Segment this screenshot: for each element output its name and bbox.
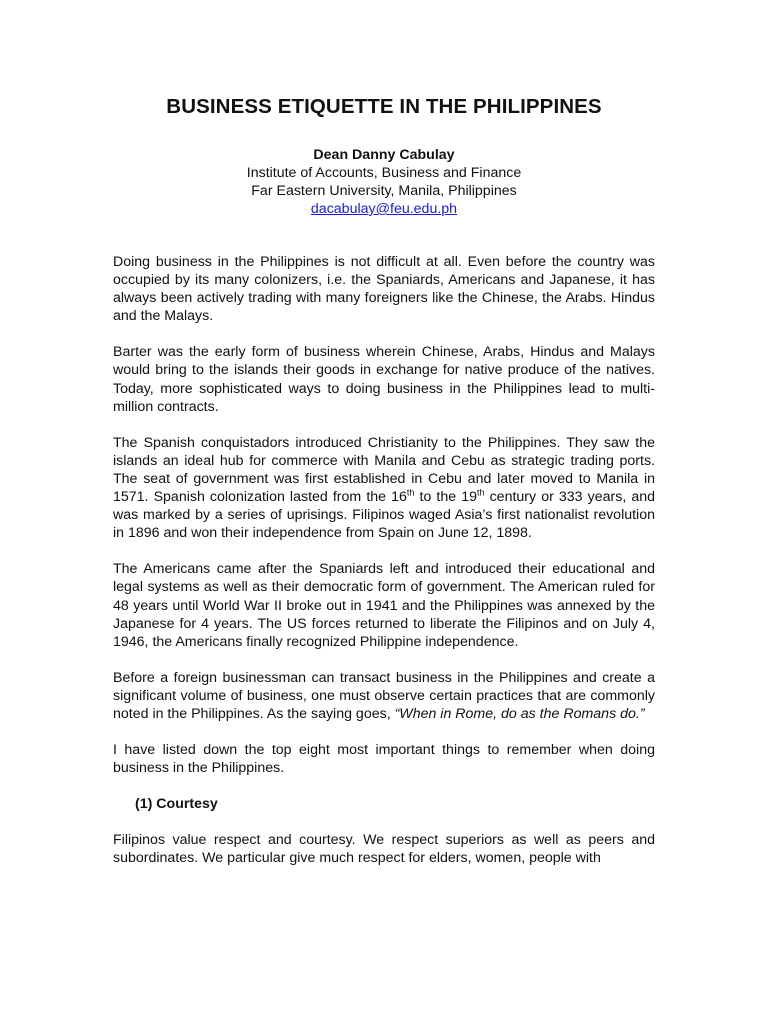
paragraph-intro: Doing business in the Philippines is not difficult at all. Even before the country was occupied by its many colonizers, i.e. the Spaniards, Americans and Japanese, it has always been actively trading with many foreigners like the Chinese, the Arabs. Hindus and the Malays. xyxy=(113,254,655,325)
paragraph-top-eight: I have listed down the top eight most important things to remember when doing business in the Philippines. xyxy=(113,742,655,777)
paragraph-spanish-era xyxy=(113,434,655,543)
saying-quote: “When in Rome, do as the Romans do.” xyxy=(394,705,645,722)
author-email-link[interactable]: dacabulay@feu.edu.ph xyxy=(310,201,458,217)
section-heading-courtesy: (1) Courtesy xyxy=(135,796,218,813)
author-institution: Far Eastern University, Manila, Philippines xyxy=(251,183,517,199)
paragraph-spanish-era-text-1: The Spanish conquistadors introduced Christianity to the Philippines. They saw the islands an ideal hub for commerce with Manila and Cebu as strategic trading ports. The seat of government was first established in Cebu and later moved to Manila in 1571. Spanish colonization lasted from the 16 xyxy=(113,434,655,506)
paragraph-foreign-business-text: Before a foreign businessman can transact business in the Philippines and create a significant volume of business, one must observe certain practices that are commonly noted in the Philippines. As the saying goes, xyxy=(113,669,655,722)
document-body xyxy=(113,253,655,886)
document-title: BUSINESS ETIQUETTE IN THE PHILIPPINES xyxy=(166,95,602,118)
author-affiliation: Institute of Accounts, Business and Finance xyxy=(246,165,522,181)
paragraph-barter: Barter was the early form of business wherein Chinese, Arabs, Hindus and Malays would bring to the islands their goods in exchange for native produce of the natives. Today, more sophisticated ways to doing business in the Philippines lead to multi-million contracts. xyxy=(113,344,655,415)
paragraph-courtesy: Filipinos value respect and courtesy. We respect superiors as well as peers and subordinates. We particular give much respect for elders, women, people with xyxy=(113,832,655,867)
paragraph-foreign-business xyxy=(113,669,655,723)
paragraph-spanish-era-text-3: century or 333 years, and was marked by a series of uprisings. Filipinos waged Asia’s first nationalist revolution in 1896 and won their independence from Spain on June 12, 1898. xyxy=(113,489,656,542)
author-name: Dean Danny Cabulay xyxy=(313,147,455,163)
author-block xyxy=(0,146,768,218)
superscript-th-1: th xyxy=(406,487,415,498)
paragraph-american-era: The Americans came after the Spaniards left and introduced their educational and legal systems as well as their democratic form of government. The American ruled for 48 years until World War II broke out in 1941 and the Philippines was annexed by the Japanese for 4 years. The US forces returned to liberate the Filipinos and on July 4, 1946, the Americans finally recognized Philippine independence. xyxy=(113,561,655,650)
superscript-th-2: th xyxy=(477,487,485,498)
paragraph-spanish-era-text-2: to the 19 xyxy=(414,489,477,506)
